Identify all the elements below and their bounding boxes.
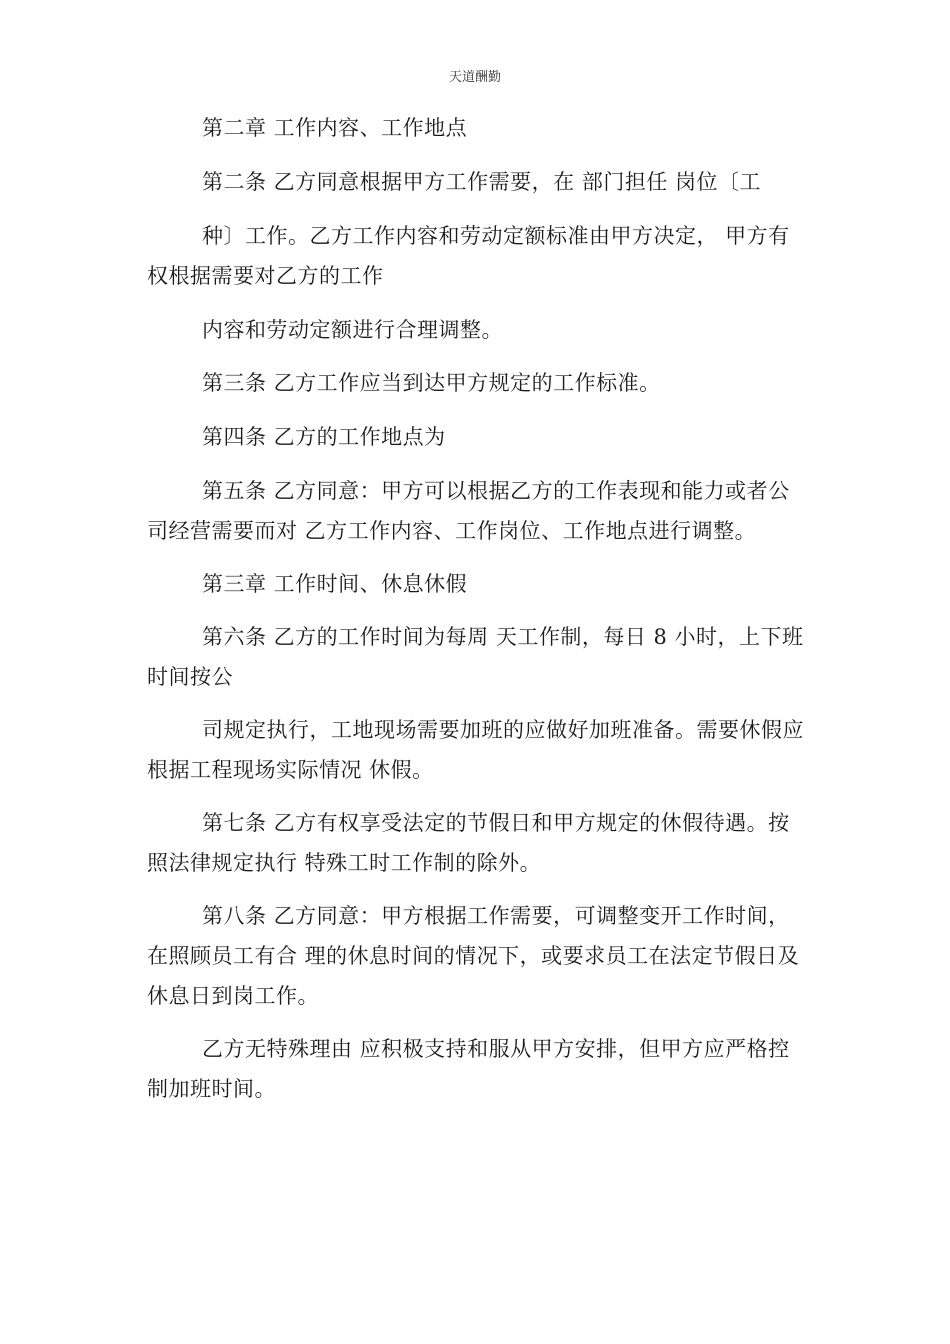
- article-2-line-1: 第二条 乙方同意根据甲方工作需要，在 部门担任 岗位〔工: [202, 170, 762, 194]
- article-6-line-1: 第六条 乙方的工作时间为每周 天工作制，每日 8 小时，上下班: [202, 625, 804, 649]
- article-5-line-1: 第五条 乙方同意：甲方可以根据乙方的工作表现和能力或者公: [202, 479, 790, 503]
- article-8-line-2: 在照顾员工有合 理的休息时间的情况下，或要求员工在法定节假日及: [147, 944, 800, 968]
- article-6-line-4: 根据工程现场实际情况 休假。: [147, 758, 434, 782]
- article-6-line-3: 司规定执行，工地现场需要加班的应做好加班准备。需要休假应: [202, 718, 804, 742]
- article-4: 第四条 乙方的工作地点为: [202, 425, 446, 449]
- page-header: 天道酬勤: [448, 70, 501, 85]
- article-6-line-2: 时间按公: [147, 665, 233, 689]
- overtime-clause-line-2: 制加班时间。: [147, 1077, 276, 1101]
- article-3: 第三条 乙方工作应当到达甲方规定的工作标准。: [202, 371, 661, 395]
- article-2-line-3: 权根据需要对乙方的工作: [147, 264, 384, 288]
- article-8-line-1: 第八条 乙方同意：甲方根据工作需要，可调整变开工作时间，: [202, 904, 790, 928]
- chapter-3-heading: 第三章 工作时间、休息休假: [202, 572, 468, 596]
- article-7-line-1: 第七条 乙方有权享受法定的节假日和甲方规定的休假待遇。按: [202, 811, 790, 835]
- article-2-line-4: 内容和劳动定额进行合理调整。: [202, 318, 503, 342]
- article-7-line-2: 照法律规定执行 特殊工时工作制的除外。: [147, 851, 542, 875]
- article-8-line-3: 休息日到岗工作。: [147, 984, 319, 1008]
- article-2-line-2: 种〕工作。乙方工作内容和劳动定额标准由甲方决定， 甲方有: [202, 224, 790, 248]
- overtime-clause-line-1: 乙方无特殊理由 应积极支持和服从甲方安排，但甲方应严格控: [202, 1037, 790, 1061]
- chapter-2-heading: 第二章 工作内容、工作地点: [202, 116, 468, 140]
- article-5-line-2: 司经营需要而对 乙方工作内容、工作岗位、工作地点进行调整。: [147, 519, 757, 543]
